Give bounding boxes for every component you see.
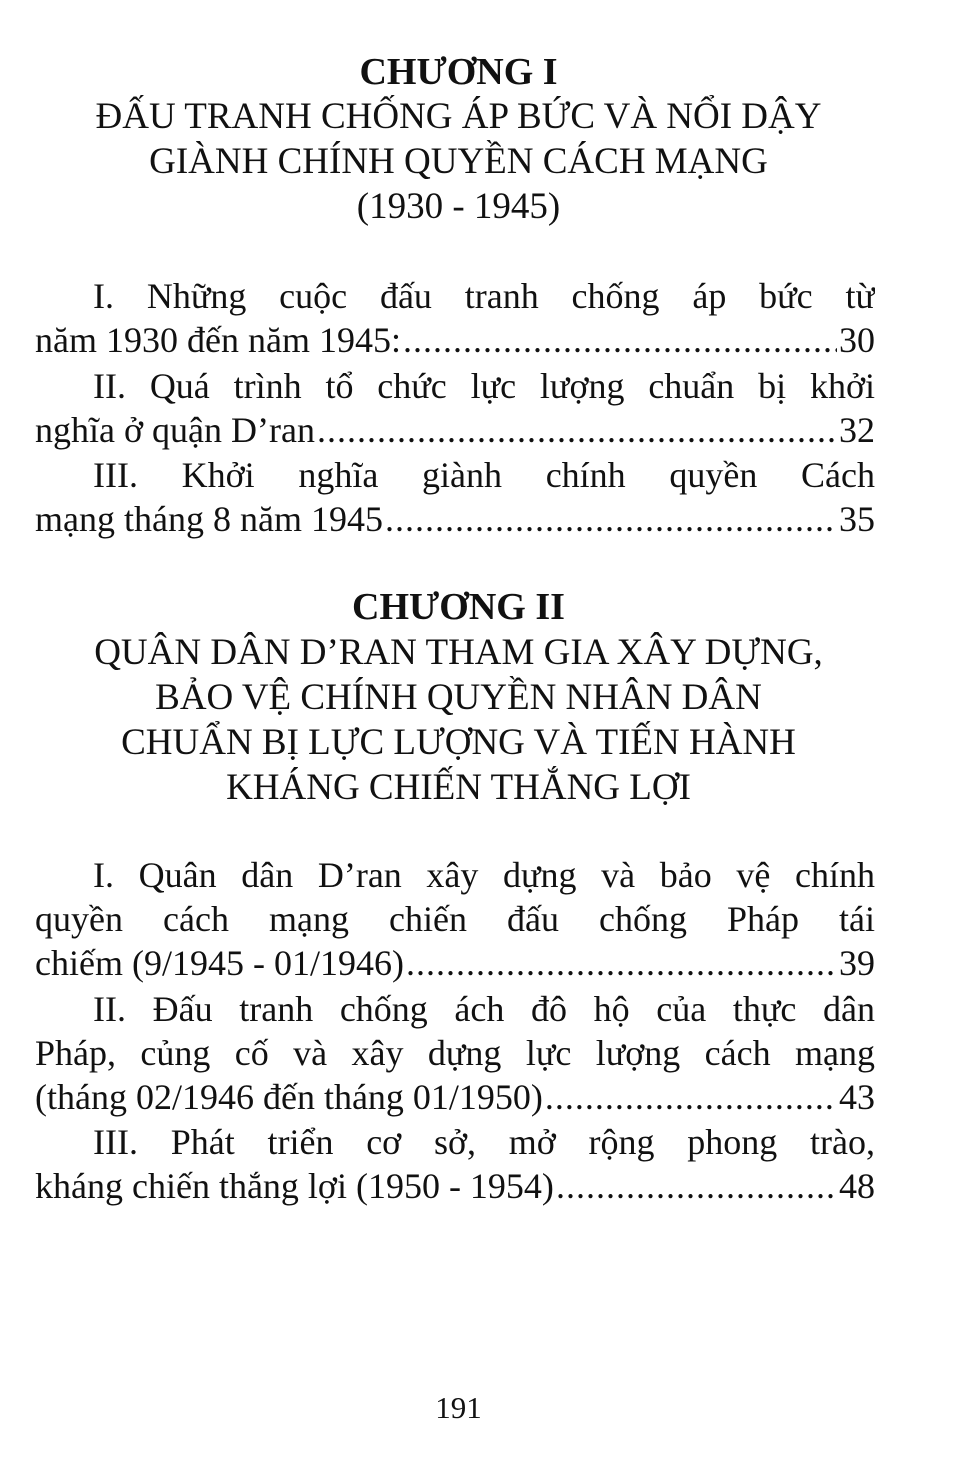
- chapter-1-title: [0, 94, 917, 229]
- toc-entry-last-line: [35, 941, 875, 985]
- dot-leader: [545, 1075, 837, 1119]
- dot-leader: [406, 941, 837, 985]
- chapter-2-title-line: QUÂN DÂN D’RAN THAM GIA XÂY DỰNG,: [94, 632, 823, 673]
- toc-entry-text: II. Đấu tranh chống ách đô hộ của thực dân: [93, 989, 875, 1029]
- toc-entry-text: chiếm (9/1945 - 01/1946): [35, 943, 404, 983]
- toc-entry-last-line: [35, 497, 875, 541]
- toc-entry-text: kháng chiến thắng lợi (1950 - 1954): [35, 1166, 554, 1206]
- toc-entry-text: năm 1930 đến năm 1945:: [35, 320, 401, 360]
- chapter-1-title-line: ĐẤU TRANH CHỐNG ÁP BỨC VÀ NỔI DẬY: [95, 96, 822, 137]
- toc-entry-text: quyền cách mạng chiến đấu chống Pháp tái: [35, 899, 875, 939]
- toc-entry-1-2[interactable]: [35, 364, 875, 452]
- toc-entry-text: (tháng 02/1946 đến tháng 01/1950): [35, 1077, 543, 1117]
- toc-entry-text: III. Khởi nghĩa giành chính quyền Cách: [93, 455, 875, 495]
- dot-leader: [317, 408, 837, 452]
- toc-entry-text: mạng tháng 8 năm 1945: [35, 499, 383, 539]
- chapter-1-years: (1930 - 1945): [356, 186, 561, 227]
- chapter-1-label: CHƯƠNG I: [359, 51, 558, 93]
- toc-entry-2-2[interactable]: [35, 987, 875, 1119]
- toc-page-number: 48: [839, 1166, 875, 1206]
- toc-entry-last-line: [35, 318, 875, 362]
- toc-entry-2-3[interactable]: [35, 1120, 875, 1208]
- toc-page-number: 43: [839, 1077, 875, 1117]
- page-number: 191: [435, 1390, 482, 1425]
- toc-entry-1-3[interactable]: [35, 453, 875, 541]
- chapter-2-title-line: KHÁNG CHIẾN THẮNG LỢI: [226, 767, 691, 808]
- toc-entry-last-line: [35, 408, 875, 452]
- toc-entry-text: Pháp, củng cố và xây dựng lực lượng cách mạng: [35, 1033, 875, 1073]
- toc-entry-last-line: [35, 1075, 875, 1119]
- toc-page-number: 35: [839, 499, 875, 539]
- toc-page-number: 39: [839, 943, 875, 983]
- dot-leader: [385, 497, 837, 541]
- toc-entry-text: I. Quân dân D’ran xây dựng và bảo vệ chính: [93, 855, 875, 895]
- toc-entry-text: II. Quá trình tổ chức lực lượng chuẩn bị khởi: [93, 366, 875, 406]
- dot-leader: [556, 1164, 837, 1208]
- toc-entry-1-1[interactable]: [35, 274, 875, 362]
- toc-entry-2-1[interactable]: [35, 853, 875, 985]
- chapter-2-title-line: BẢO VỆ CHÍNH QUYỀN NHÂN DÂN: [155, 677, 762, 718]
- toc-page-number: 32: [839, 410, 875, 450]
- toc-entry-text: nghĩa ở quận D’ran: [35, 410, 315, 450]
- toc-page-number: 30: [839, 320, 875, 360]
- toc-entry-last-line: [35, 1164, 875, 1208]
- toc-entry-text: I. Những cuộc đấu tranh chống áp bức từ: [93, 276, 875, 316]
- chapter-2-label: CHƯƠNG II: [352, 586, 565, 628]
- chapter-1-title-line: GIÀNH CHÍNH QUYỀN CÁCH MẠNG: [149, 141, 768, 182]
- chapter-2-title: [0, 630, 917, 810]
- chapter-2-title-line: CHUẨN BỊ LỰC LƯỢNG VÀ TIẾN HÀNH: [121, 722, 796, 763]
- toc-entry-text: III. Phát triển cơ sở, mở rộng phong trào,: [93, 1122, 875, 1162]
- dot-leader: [403, 318, 837, 362]
